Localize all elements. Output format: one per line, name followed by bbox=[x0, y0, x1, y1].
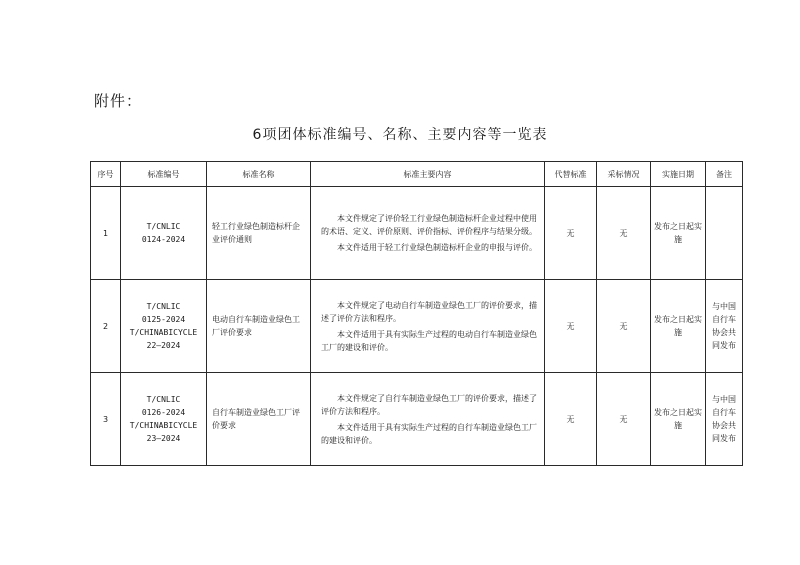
header-content: 标准主要内容 bbox=[311, 162, 545, 187]
header-adopt: 采标情况 bbox=[597, 162, 651, 187]
code-line: 23—2024 bbox=[146, 434, 181, 443]
replace-standard: 无 bbox=[545, 373, 597, 466]
replace-standard: 无 bbox=[545, 280, 597, 373]
remark: 与中国自行车协会共同发布 bbox=[706, 280, 743, 373]
code-line: 0126-2024 bbox=[141, 408, 186, 417]
code-line: T/CHINABICYCLE bbox=[129, 328, 198, 337]
code-line: T/CNLIC bbox=[146, 222, 181, 231]
page-title: 6项团体标准编号、名称、主要内容等一览表 bbox=[252, 127, 548, 143]
standard-code bbox=[121, 373, 207, 466]
row-number: 3 bbox=[91, 373, 121, 466]
standard-name: 轻工行业绿色制造标杆企业评价通则 bbox=[207, 187, 311, 280]
standard-code bbox=[121, 280, 207, 373]
standard-name: 电动自行车制造业绿色工厂评价要求 bbox=[207, 280, 311, 373]
row-number: 2 bbox=[91, 280, 121, 373]
header-replace: 代替标准 bbox=[545, 162, 597, 187]
standard-content bbox=[311, 373, 545, 466]
standard-name: 自行车制造业绿色工厂评价要求 bbox=[207, 373, 311, 466]
standard-content bbox=[311, 187, 545, 280]
header-no: 序号 bbox=[91, 162, 121, 187]
code-line: T/CNLIC bbox=[146, 302, 181, 311]
code-line: T/CNLIC bbox=[146, 395, 181, 404]
content-paragraph: 本文件规定了评价轻工行业绿色制造标杆企业过程中使用的术语、定义、评价原则、评价指标、评价程序与结果分级。 bbox=[321, 214, 537, 236]
standards-table bbox=[90, 161, 743, 466]
code-line: 0124-2024 bbox=[141, 235, 186, 244]
table-header-row bbox=[91, 162, 743, 187]
effective-date: 发布之日起实施 bbox=[651, 373, 706, 466]
remark bbox=[706, 187, 743, 280]
code-line: T/CHINABICYCLE bbox=[129, 421, 198, 430]
header-name: 标准名称 bbox=[207, 162, 311, 187]
header-code: 标准编号 bbox=[121, 162, 207, 187]
content-paragraph: 本文件适用于轻工行业绿色制造标杆企业的申报与评价。 bbox=[337, 243, 537, 252]
content-paragraph: 本文件规定了电动自行车制造业绿色工厂的评价要求，描述了评价方法和程序。 bbox=[321, 300, 537, 323]
content-paragraph: 本文件适用于具有实际生产过程的电动自行车制造业绿色工厂的建设和评价。 bbox=[321, 329, 537, 352]
table-row bbox=[91, 187, 743, 280]
code-line: 22—2024 bbox=[146, 341, 181, 350]
table-row bbox=[91, 280, 743, 373]
adoption-status: 无 bbox=[597, 373, 651, 466]
standard-code bbox=[121, 187, 207, 280]
adoption-status: 无 bbox=[597, 187, 651, 280]
code-line: 0125-2024 bbox=[141, 315, 186, 324]
table-row bbox=[91, 373, 743, 466]
standard-content bbox=[311, 280, 545, 373]
content-paragraph: 本文件规定了自行车制造业绿色工厂的评价要求，描述了评价方法和程序。 bbox=[321, 393, 537, 416]
adoption-status: 无 bbox=[597, 280, 651, 373]
row-number: 1 bbox=[91, 187, 121, 280]
content-paragraph: 本文件适用于具有实际生产过程的自行车制造业绿色工厂的建设和评价。 bbox=[321, 422, 537, 445]
effective-date: 发布之日起实施 bbox=[651, 187, 706, 280]
replace-standard: 无 bbox=[545, 187, 597, 280]
attachment-label: 附件： bbox=[94, 92, 143, 110]
header-date: 实施日期 bbox=[651, 162, 706, 187]
header-note: 备注 bbox=[706, 162, 743, 187]
remark: 与中国自行车协会共同发布 bbox=[706, 373, 743, 466]
effective-date: 发布之日起实施 bbox=[651, 280, 706, 373]
